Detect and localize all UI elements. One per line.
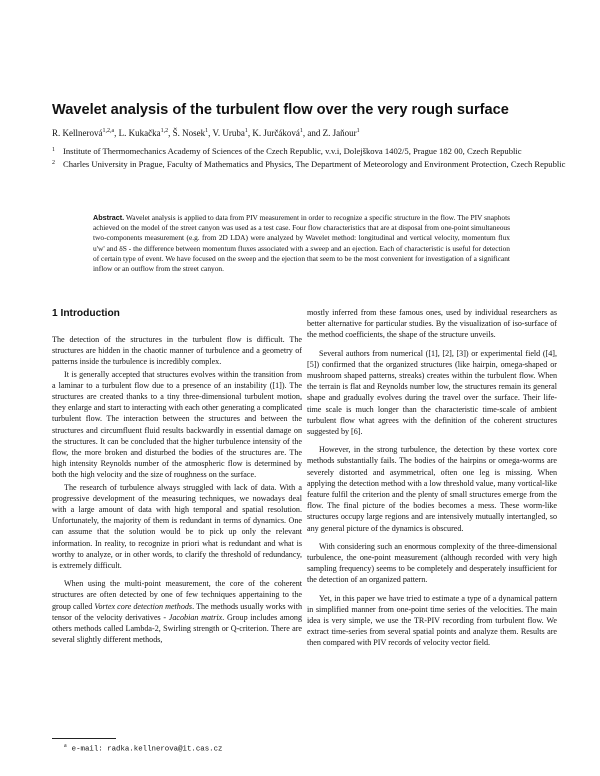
emphasis-term: Vortex core detection methods bbox=[94, 601, 193, 611]
paragraph: Several authors from numerical ([1], [2], [3]) or experimental field ([4], [5]) confirmed that the organized structures (like hairpin, omega-shaped or mushroom shaped patterns, streaks) creates within the turbulent flow. When the terrain is flat and Reynolds number low, the structures remain its general shape and gradually evolves during the travel over the surface. Their life-time scale is much longer than the characteristic time-scale of ambient turbulent flow what agrees with the definition of the coherent structures suggested by [6]. bbox=[307, 348, 557, 437]
author-affil-mark: 1 bbox=[356, 128, 360, 134]
right-column bbox=[307, 307, 557, 649]
author-name: K. Jurčáková bbox=[252, 128, 300, 138]
emphasis-term: Jacobian matrix bbox=[168, 612, 223, 622]
affiliation-text: Charles University in Prague, Faculty of Mathematics and Physics, The Department of Meteorology and Environment Protection, Czech Republic bbox=[63, 158, 566, 169]
author-name: V. Uruba bbox=[212, 128, 245, 138]
affiliation-list bbox=[52, 146, 568, 171]
abstract-label: Abstract. bbox=[93, 213, 125, 222]
paragraph: When using the multi-point measurement, the core of the coherent structures are often detected by one of few techniques appertaining to the group called Vortex core detection methods. The methods usually works with tensor of the velocity derivatives - Jacobian matrix. Group includes among others methods called Lambda-2, Swirling strength or Q-criterion. There are several slightly different methods, bbox=[52, 579, 303, 645]
author-name: R. Kellnerová bbox=[52, 128, 103, 138]
author-affil-mark: 1 bbox=[205, 128, 209, 134]
paragraph: The detection of the structures in the turbulent flow is difficult. The structures are hidden in the chaotic manner of turbulence and a geometry of patterns inside the turbulence is incredibly complex. bbox=[52, 335, 302, 367]
paragraph: mostly inferred from these famous ones, used by individual researchers as better alternative for particular studies. By the visualization of iso-surface of the method coefficients, the shape of the structure unveils. bbox=[307, 308, 557, 340]
footnote-mark: a bbox=[64, 743, 67, 749]
footnote-rule bbox=[52, 738, 116, 739]
affiliation-item bbox=[52, 146, 568, 157]
affiliation-text: Institute of Thermomechanics Academy of Sciences of the Czech Republic, v.v.i, Dolejškova 1402/5, Prague 182 00, Czech Republic bbox=[63, 146, 522, 156]
footnote bbox=[64, 742, 222, 754]
abstract-text: Wavelet analysis is applied to data from PIV measurement in order to recognize a specific structure in the flow. The PIV snaphots achieved on the model of the street canyon was used as a test case. Four flow characteristics that are at disposal from one-point simultaneous two-components measurement (e.g. from 2D LDA) were analyzed by Wavelet method: longitudinal and vertical velocity, momentum flux u'w' and δS - the difference between momentum fluxes associated with a sweep and an ejection. Each of characteristic is useful for detection of certain type of event. We have focused on the sweep and the ejection that seem to be the most convenient for investigation of a significant inflow or an outflow from the street canyon. bbox=[93, 213, 510, 274]
paragraph: Yet, in this paper we have tried to estimate a type of a dynamical pattern in simplified manner from one-point time series of the velocities. The main idea is very simple, we use the TR-PIV recording from turbulent flow. We extract time-series from several spatial points and analyze them. Results are then compared with PIV records of velocity vector field. bbox=[307, 593, 557, 648]
paragraph: However, in the strong turbulence, the detection by these vortex core methods substantially fails. The bodies of the hairpins or omega-worms are severely distorted and asymmetrical, often one leg is missing. When applying the detection method with a low threshold value, many vortical-like feature fulfil the criterion and the plenty of small structures emerge from the flow. The final picture of the bodies becomes a mess. These worm-like structures occupy large regions and are intensively mutually intertangled, so any general picture of the dynamics is obscured. bbox=[307, 445, 557, 533]
paragraph: With considering such an enormous complexity of the three-dimensional turbulence, the one-point measurement (although recorded with very high sampling frequency) seems to be completely and desperately insufficient for the detection of an organized pattern. bbox=[307, 541, 557, 585]
paragraph: The research of turbulence always struggled with lack of data. With a progressive development of the measuring techniques, we nowadays deal with a large amount of data with high temporal and spatial resolution. Unfortunately, the majority of them is redundant in terms of dynamics. One can assume that the solution would be to pick up only the relevant information. In reality, to recognize in priori what is redundant and what is worthy to analyze, or in other words, to clarify the threshold of redundancy, is extremely difficult. bbox=[52, 482, 302, 571]
paper-title: Wavelet analysis of the turbulent flow over the very rough surface bbox=[52, 102, 509, 118]
author-affil-mark: 1 bbox=[299, 128, 303, 134]
author-affil-mark: 1,2 bbox=[160, 128, 169, 134]
affiliation-number: 1 bbox=[52, 147, 55, 153]
author-affil-mark: 1 bbox=[244, 128, 248, 134]
author-name: Z. Jaňour bbox=[322, 128, 357, 138]
paragraph: It is generally accepted that structures evolves within the transition from a laminar to a turbulent flow due to a presence of an instability ([1]). The structures are created thanks to a tiny three-dimensional turbulent motion, they enlarge and start to interacting with each other generating a complicated turbulent flow. The interaction between the structures and between the structures and circumfluent fluid results backwardly in essential damage on the structures. It can be concluded that the higher turbulence intensity of the flow, the more broken and disturbed the bodies of the structures are. The high intensity Reynolds number of the atmospheric flow is determined by both the high velocity and the size of roughness on the surface. bbox=[52, 369, 302, 480]
section-heading: 1 Introduction bbox=[52, 308, 120, 319]
author-name: Š. Nosek bbox=[172, 128, 206, 138]
abstract bbox=[93, 213, 510, 274]
affiliation-number: 2 bbox=[52, 159, 55, 166]
footnote-email: e-mail: radka.kellnerova@it.cas.cz bbox=[71, 745, 223, 754]
left-column bbox=[52, 307, 302, 645]
author-list: R. Kellnerová$^{1,2,a}$, L. Kukačka$^{1,2}$, Š. Nosek$^1$, V. Uruba$^1$, K. Jurčáková$^1$, and Z. Jaňour$^1$ bbox=[52, 128, 360, 138]
author-name: L. Kukačka bbox=[118, 128, 161, 138]
author-affil-mark: 1,2,a bbox=[102, 128, 115, 134]
affiliation-item bbox=[52, 159, 568, 170]
